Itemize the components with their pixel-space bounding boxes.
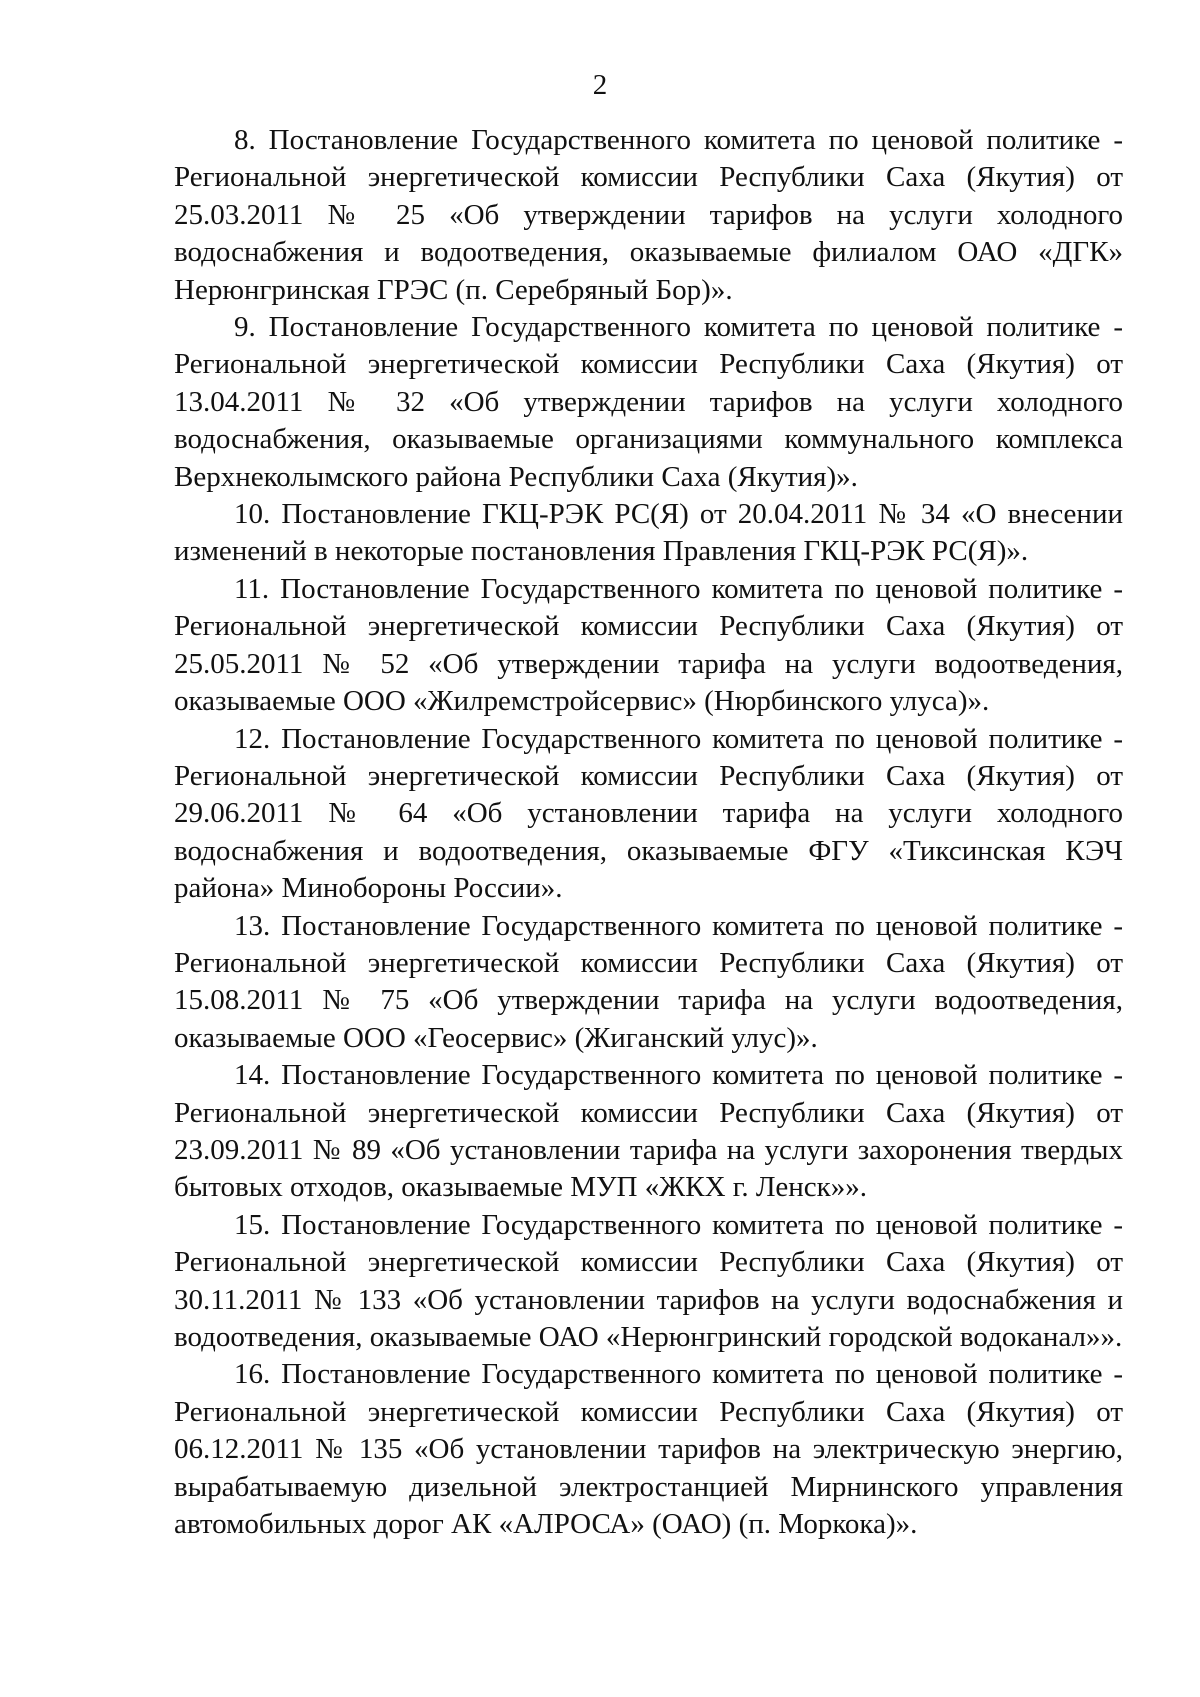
list-item-10: 10. Постановление ГКЦ-РЭК РС(Я) от 20.04.2011 № 34 «О внесении изменений в некоторые постановления Правления ГКЦ-РЭК РС(Я)». — [174, 498, 1123, 568]
list-item-13: 13. Постановление Государственного комитета по ценовой политике - Региональной энергетической комиссии Республики Саха (Якутия) от 15.08.2011 № 75 «Об утверждении тарифа на услуги водоотведения, оказываемые ООО «Геосервис» (Жиганский улус)». — [174, 909, 1123, 1054]
list-item-16: 16. Постановление Государственного комитета по ценовой политике - Региональной энергетической комиссии Республики Саха (Якутия) от 06.12.2011 № 135 «Об установлении тарифов на электрическую энергию, вырабатываемую дизельной электростанцией Мирнинского управления автомобильных дорог АК «АЛРОСА» (ОАО) (п. Моркока)». — [174, 1358, 1123, 1541]
list-item-12: 12. Постановление Государственного комитета по ценовой политике - Региональной энергетической комиссии Республики Саха (Якутия) от 29.06.2011 № 64 «Об установлении тарифа на услуги холодного водоснабжения и водоотведения, оказываемые ФГУ «Тиксинская КЭЧ района» Минобороны России». — [174, 722, 1123, 905]
list-item-11: 11. Постановление Государственного комитета по ценовой политике - Региональной энергетической комиссии Республики Саха (Якутия) от 25.05.2011 № 52 «Об утверждении тарифа на услуги водоотведения, оказываемые ООО «Жилремстройсервис» (Нюрбинского улуса)». — [174, 572, 1123, 718]
document-body — [174, 122, 1123, 1543]
list-item-14: 14. Постановление Государственного комитета по ценовой политике - Региональной энергетической комиссии Республики Саха (Якутия) от 23.09.2011 № 89 «Об установлении тарифа на услуги захоронения твердых бытовых отходов, оказываемые МУП «ЖКХ г. Ленск»». — [174, 1059, 1123, 1204]
page-number: 2 — [592, 69, 608, 101]
list-item-15: 15. Постановление Государственного комитета по ценовой политике - Региональной энергетической комиссии Республики Саха (Якутия) от 30.11.2011 № 133 «Об установлении тарифов на услуги водоснабжения и водоотведения, оказываемые ОАО «Нерюнгринский городской водоканал»». — [174, 1208, 1123, 1353]
list-item-8: 8. Постановление Государственного комитета по ценовой политике - Региональной энергетической комиссии Республики Саха (Якутия) от 25.03.2011 № 25 «Об утверждении тарифов на услуги холодного водоснабжения и водоотведения, оказываемые филиалом ОАО «ДГК» Нерюнгринская ГРЭС (п. Серебряный Бор)». — [174, 124, 1123, 306]
list-item-9: 9. Постановление Государственного комитета по ценовой политике - Региональной энергетической комиссии Республики Саха (Якутия) от 13.04.2011 № 32 «Об утверждении тарифов на услуги холодного водоснабжения, оказываемые организациями коммунального комплекса Верхнеколымского района Республики Саха (Якутия)». — [174, 311, 1123, 493]
